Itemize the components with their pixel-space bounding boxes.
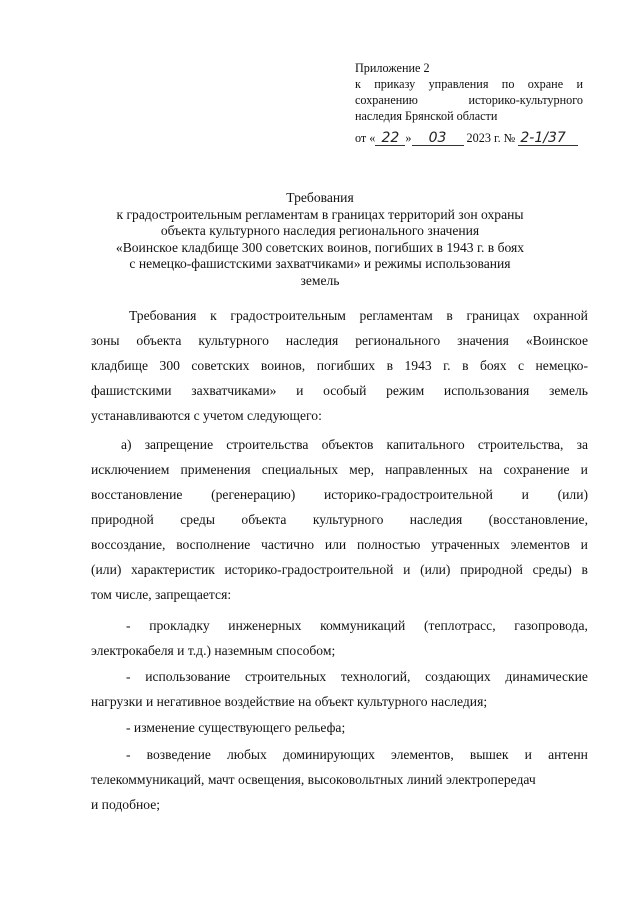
- word: и: [576, 77, 583, 91]
- word: объекта: [136, 333, 182, 348]
- word: на: [479, 462, 493, 477]
- word: фашистскими: [91, 383, 172, 398]
- word: применения: [180, 462, 251, 477]
- word: и: [521, 487, 529, 502]
- word: управления: [428, 77, 489, 91]
- word: восполнение: [176, 537, 251, 552]
- word: сохранению: [355, 93, 418, 107]
- title-line-4: «Воинское кладбище 300 советских воинов, погибших в 1943 г. в боях: [115, 239, 525, 255]
- word: (или): [557, 487, 588, 502]
- bullet-1-line-2: электрокабеля и т.д.) наземным способом;: [91, 643, 336, 658]
- item-a-line-7: том числе, запрещается:: [91, 587, 232, 602]
- word: утраченных: [431, 537, 500, 552]
- word: полностью: [357, 537, 421, 552]
- word: сохранение: [503, 462, 570, 477]
- word: боях: [479, 358, 507, 373]
- word: в: [446, 308, 453, 323]
- word: среды: [180, 512, 215, 527]
- word: или: [324, 537, 347, 552]
- intro-line-2: [91, 328, 588, 353]
- bullet-2-paragraph: [91, 664, 588, 714]
- word: историко-градостроительной: [323, 487, 493, 502]
- word: охранной: [533, 308, 588, 323]
- word: специальных: [261, 462, 338, 477]
- word: захватчиками»: [191, 383, 277, 398]
- word: 1943: [404, 358, 432, 373]
- word: культурного: [312, 512, 384, 527]
- word: восстановление: [91, 487, 183, 502]
- word: к: [210, 308, 217, 323]
- appendix-line-1: [355, 76, 583, 92]
- word: и: [524, 747, 532, 762]
- word: историко-культурного: [468, 93, 583, 107]
- bullet-3-line-1: - изменение существующего рельефа;: [126, 720, 346, 735]
- word: направленных: [385, 462, 468, 477]
- intro-paragraph: [91, 303, 588, 428]
- word: значения: [457, 333, 509, 348]
- word: запрещение: [144, 437, 214, 452]
- word: регламентам: [359, 308, 433, 323]
- word: прокладку: [149, 618, 210, 633]
- word: погибших: [316, 358, 376, 373]
- word: в: [462, 358, 469, 373]
- word: культурного: [198, 333, 269, 348]
- word: в: [581, 562, 588, 577]
- word: воссоздание,: [91, 537, 166, 552]
- order-year: 2023 г. №: [466, 131, 516, 145]
- word: приказу: [374, 77, 416, 91]
- order-date-number: [355, 131, 578, 146]
- word: границах: [466, 308, 520, 323]
- word: а): [121, 437, 132, 452]
- bullet-1-paragraph: [91, 613, 588, 663]
- word: наследия: [285, 333, 339, 348]
- word: 300: [159, 358, 180, 373]
- word: кладбище: [91, 358, 149, 373]
- word: в: [386, 358, 393, 373]
- word: технологий,: [340, 669, 411, 684]
- word: зоны: [91, 333, 120, 348]
- document-title: [60, 190, 580, 289]
- bullet-3-paragraph: [91, 715, 588, 740]
- item-a-line-2: [91, 457, 588, 482]
- word: капитального: [386, 437, 465, 452]
- word: среды): [532, 562, 572, 577]
- item-a-line-6: [91, 557, 588, 582]
- word: за: [576, 437, 588, 452]
- word: создающих: [425, 669, 491, 684]
- word: инженерных: [228, 618, 302, 633]
- title-line-3: объекта культурного наследия регионального значения: [160, 223, 480, 238]
- title-line-6: земель: [300, 272, 340, 288]
- word: характеристик: [131, 562, 215, 577]
- word: -: [126, 747, 131, 762]
- bullet-1-line-1: [91, 613, 588, 638]
- bullet-4-paragraph: [91, 742, 588, 817]
- word: возведение: [146, 747, 211, 762]
- word: коммуникаций: [320, 618, 406, 633]
- order-number-handwritten: 2-1/37: [518, 131, 578, 146]
- intro-line-4: [91, 378, 588, 403]
- word: элементов: [510, 537, 570, 552]
- word: объекта: [241, 512, 287, 527]
- word: режим: [386, 383, 425, 398]
- order-mid: »: [405, 131, 412, 145]
- word: воинов,: [260, 358, 306, 373]
- word: по: [501, 77, 515, 91]
- word: (восстановление,: [488, 512, 588, 527]
- bullet-2-line-2: нагрузки и негативное воздействие на объект культурного наследия;: [91, 694, 488, 709]
- word: любых: [227, 747, 267, 762]
- bullet-2-line-1: [91, 664, 588, 689]
- word: исключением: [91, 462, 170, 477]
- word: вышек: [469, 747, 509, 762]
- word: и: [403, 562, 411, 577]
- word: градостроительным: [230, 308, 346, 323]
- word: особый: [323, 383, 367, 398]
- title-line-2: к градостроительным регламентам в границах территорий зон охраны: [116, 206, 524, 222]
- word: доминирующих: [282, 747, 375, 762]
- word: земель: [548, 383, 588, 398]
- order-day-handwritten: 22: [375, 131, 405, 146]
- word: антенн: [548, 747, 588, 762]
- bullet-4-line-3: и подобное;: [91, 797, 161, 812]
- word: регионального: [355, 333, 441, 348]
- item-a-paragraph: [91, 432, 588, 607]
- item-a-line-5: [91, 532, 588, 557]
- appendix-title: Приложение 2: [355, 61, 430, 75]
- word: Требования: [129, 308, 197, 323]
- word: использования: [443, 383, 530, 398]
- intro-line-1: [91, 303, 588, 328]
- word: наследия: [409, 512, 463, 527]
- word: историко-градостроительной: [224, 562, 394, 577]
- word: «Воинское: [525, 333, 588, 348]
- item-a-line-4: [91, 507, 588, 532]
- item-a-line-3: [91, 482, 588, 507]
- word: мер,: [349, 462, 374, 477]
- word: -: [126, 618, 131, 633]
- appendix-line-2: [355, 92, 583, 108]
- word: и: [580, 537, 588, 552]
- intro-line-3: [91, 353, 588, 378]
- word: -: [126, 669, 131, 684]
- word: (или): [91, 562, 122, 577]
- title-line-1: Требования: [286, 190, 354, 205]
- word: динамические: [505, 669, 588, 684]
- word: строительства,: [477, 437, 564, 452]
- word: частично: [261, 537, 315, 552]
- word: советских: [191, 358, 250, 373]
- word: природной: [460, 562, 523, 577]
- appendix-block: [355, 60, 583, 124]
- word: использование: [145, 669, 231, 684]
- word: объектов: [321, 437, 374, 452]
- word: и: [580, 462, 588, 477]
- order-month-handwritten: 03: [412, 131, 464, 146]
- appendix-line-3: наследия Брянской области: [355, 109, 498, 123]
- word: природной: [91, 512, 154, 527]
- item-a-line-1: [91, 432, 588, 457]
- word: строительства: [226, 437, 309, 452]
- title-line-5: с немецко-фашистскими захватчиками» и режимы использования: [129, 256, 511, 271]
- word: и: [296, 383, 304, 398]
- word: с: [517, 358, 525, 373]
- word: (теплотрасс,: [424, 618, 496, 633]
- order-prefix: от «: [355, 131, 376, 145]
- word: (или): [420, 562, 451, 577]
- word: газопровода,: [514, 618, 588, 633]
- word: элементов,: [391, 747, 454, 762]
- word: г.: [443, 358, 451, 373]
- word: к: [355, 77, 361, 91]
- bullet-4-line-2: телекоммуникаций, мачт освещения, высоковольтных линий электропередач: [91, 772, 536, 787]
- intro-line-5: устанавливаются с учетом следующего:: [91, 408, 322, 423]
- word: охране: [527, 77, 564, 91]
- word: (регенерацию): [211, 487, 296, 502]
- word: строительных: [245, 669, 327, 684]
- word: немецко-: [535, 358, 588, 373]
- bullet-4-line-1: [91, 742, 588, 767]
